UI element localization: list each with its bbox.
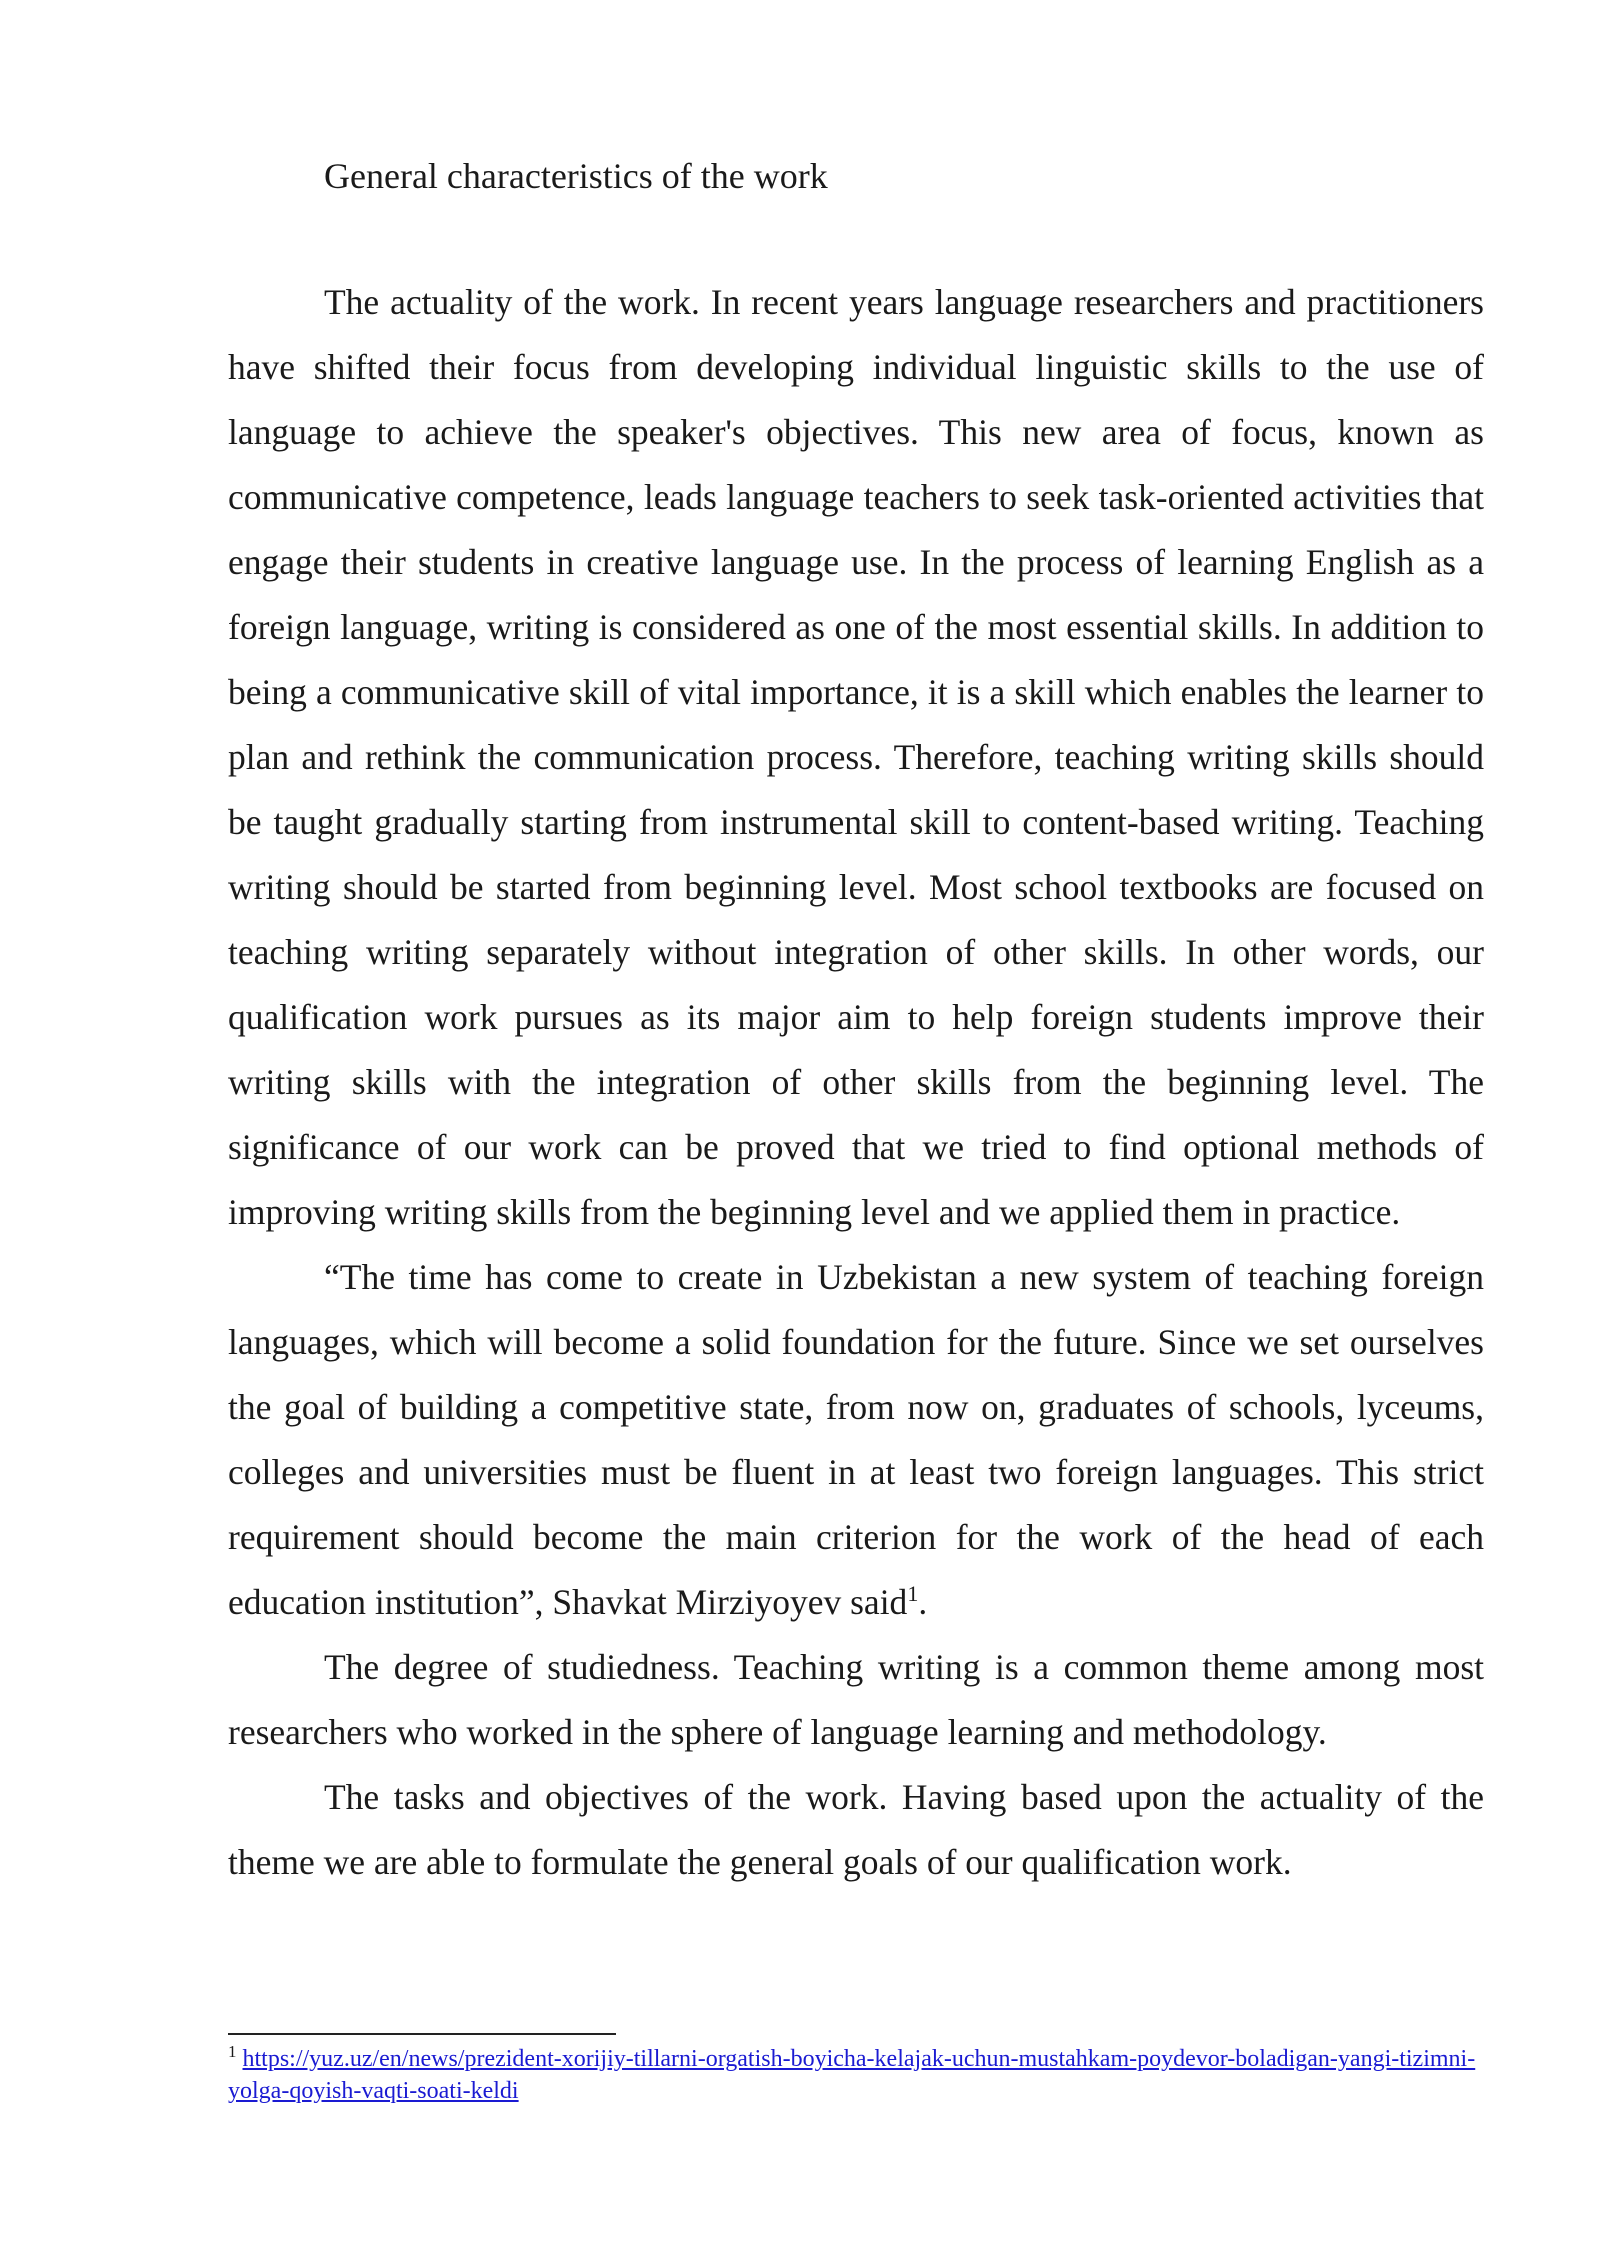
paragraph-actuality: The actuality of the work. In recent years language researchers and practitioners have shifted their focus from developing individual linguistic skills to the use of language to achieve the speaker's objectives. This new area of focus, known as communicative competence, leads language teachers to seek task-oriented activities that engage their students in creative language use. In the process of learning English as a foreign language, writing is considered as one of the most essential skills. In addition to being a communicative skill of vital importance, it is a skill which enables the learner to plan and rethink the communication process. Therefore, teaching writing skills should be taught gradually starting from instrumental skill to content-based writing. Teaching writing should be started from beginning level. Most school textbooks are focused on teaching writing separately without integration of other skills. In other words, our qualification work pursues as its major aim to help foreign students improve their writing skills with the integration of other skills from the beginning level. The significance of our work can be proved that we tried to find optional methods of improving writing skills from the beginning level and we applied them in practice.: [228, 282, 1484, 1232]
body-text: [228, 270, 1484, 1895]
footnote: [228, 2043, 1484, 2107]
quote-text: “The time has come to create in Uzbekistan a new system of teaching foreign languages, which will become a solid foundation for the future. Since we set ourselves the goal of building a competitive state, from now on, graduates of schools, lyceums, colleges and universities must be fluent in at least two foreign languages. This strict requirement should become the main criterion for the work of the head of each education institution”, Shavkat Mirziyoyev said: [228, 1257, 1484, 1622]
footnote-mark: 1: [228, 2042, 237, 2061]
paragraph-quote: [228, 1245, 1484, 1635]
section-heading: General characteristics of the work: [324, 156, 828, 196]
quote-tail: .: [918, 1582, 928, 1622]
footnote-separator: [228, 2033, 616, 2035]
paragraph-degree-of-studiedness: The degree of studiedness. Teaching writing is a common theme among most researchers who worked in the sphere of language learning and methodology.: [228, 1647, 1484, 1752]
footnote-reference[interactable]: 1: [907, 1581, 919, 1607]
footnote-link[interactable]: https://yuz.uz/en/news/prezident-xorijiy-tillarni-orgatish-boyicha-kelajak-uchun-mustahkam-poydevor-boladigan-yangi-tizimni-yolga-qoyish-vaqti-soati-keldi: [228, 2046, 1476, 2104]
paragraph-tasks-objectives: The tasks and objectives of the work. Having based upon the actuality of the theme we are able to formulate the general goals of our qualification work.: [228, 1777, 1484, 1882]
